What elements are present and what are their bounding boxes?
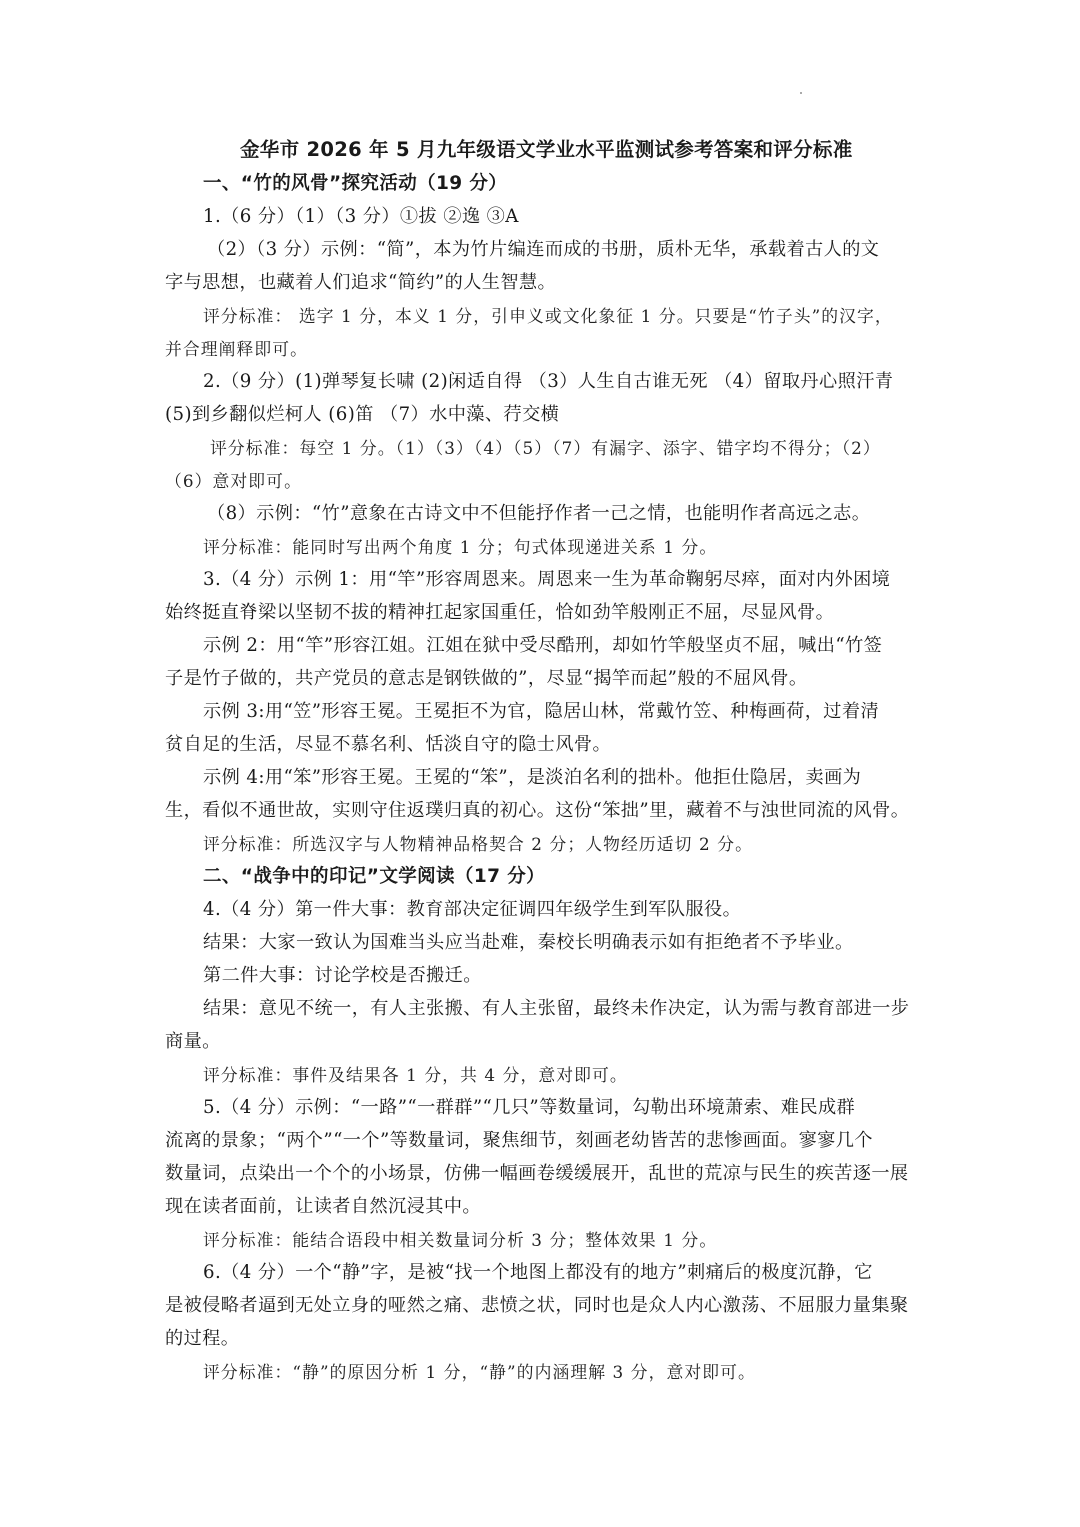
answer-4-event-1: 4.（4 分）第一件大事：教育部决定征调四年级学生到军队服役。	[203, 899, 742, 920]
answer-4-result-2-cont: 商量。	[165, 1031, 221, 1052]
answer-1-2-cont: 字与思想，也藏着人们追求“简约”的人生智慧。	[165, 272, 557, 293]
answer-3-example-2-cont: 子是竹子做的，共产党员的意志是钢铁做的”，尽显“揭竿而起”般的不屈风骨。	[165, 668, 808, 689]
answer-3-example-1: 3.（4 分）示例 1：用“竿”形容周恩来。周恩来一生为革命鞠躬尽瘁，面对内外困境	[203, 569, 891, 590]
answer-6: 6.（4 分）一个“静”字，是被“找一个地图上都没有的地方”刺痛后的极度沉静，它	[203, 1262, 873, 1283]
answer-3-example-2: 示例 2：用“竿”形容江姐。江姐在狱中受尽酷刑，却如竹竿般坚贞不屈，喊出“竹签	[203, 635, 883, 656]
answer-4-result-1: 结果：大家一致认为国难当头应当赴难，秦校长明确表示如有拒绝者不予毕业。	[203, 932, 854, 953]
answer-5-cont-3: 现在读者面前，让读者自然沉浸其中。	[165, 1196, 481, 1217]
scan-speck	[800, 92, 802, 94]
answer-3-example-3: 示例 3:用“笠”形容王冕。王冕拒不为官，隐居山林，常戴竹笠、种梅画荷，过着清	[203, 701, 880, 722]
section-heading-2: 二、“战争中的印记”文学阅读（17 分）	[203, 866, 546, 887]
answer-4-result-2: 结果：意见不统一，有人主张搬、有人主张留，最终未作决定，认为需与教育部进一步	[203, 998, 910, 1019]
answer-2: 2.（9 分）(1)弹琴复长啸 (2)闲适自得 （3）人生自古谁无死 （4）留取丹心照汗青	[203, 371, 894, 392]
document-title: 金华市 2026 年 5 月九年级语文学业水平监测试参考答案和评分标准	[240, 138, 853, 161]
answer-2-cont: (5)到乡翻似烂柯人 (6)笛 （7）水中藻、荇交横	[165, 404, 560, 425]
answer-4-event-2: 第二件大事：讨论学校是否搬迁。	[203, 965, 482, 986]
scoring-note-4: 评分标准：事件及结果各 1 分，共 4 分，意对即可。	[203, 1065, 628, 1085]
answer-2-8: （8）示例：“竹”意象在古诗文中不但能抒作者一己之情，也能明作者高远之志。	[207, 503, 871, 524]
answer-1-2: （2）（3 分）示例：“简”，本为竹片编连而成的书册，质朴无华，承载着古人的文	[207, 239, 880, 260]
answer-3-example-4: 示例 4:用“笨”形容王冕。王冕的“笨”，是淡泊名利的拙朴。他拒仕隐居，卖画为	[203, 767, 862, 788]
scoring-note-6: 评分标准：“静”的原因分析 1 分，“静”的内涵理解 3 分，意对即可。	[203, 1362, 756, 1382]
answer-1-1: 1.（6 分）（1）（3 分）①拔 ②逸 ③A	[203, 206, 519, 227]
scoring-note-2: 评分标准：每空 1 分。（1）（3）（4）（5）（7）有漏字、添字、错字均不得分；（2）	[210, 438, 881, 458]
scoring-note-2-cont: （6）意对即可。	[165, 471, 302, 491]
answer-3-example-4-cont: 生，看似不通世故，实则守住返璞归真的初心。这份“笨拙”里，藏着不与浊世同流的风骨。	[165, 800, 910, 821]
scoring-note-1: 评分标准： 选字 1 分，本义 1 分，引申义或文化象征 1 分。只要是“竹子头”的汉字，	[203, 306, 893, 326]
answer-6-cont-2: 的过程。	[165, 1328, 240, 1349]
answer-3-example-1-cont: 始终挺直脊梁以坚韧不拔的精神扛起家国重任，恰如劲竿般刚正不屈，尽显风骨。	[165, 602, 835, 623]
scoring-note-5: 评分标准：能结合语段中相关数量词分析 3 分；整体效果 1 分。	[203, 1230, 718, 1250]
scoring-note-3: 评分标准：所选汉字与人物精神品格契合 2 分；人物经历适切 2 分。	[203, 834, 753, 854]
answer-3-example-3-cont: 贫自足的生活，尽显不慕名利、恬淡自守的隐士风骨。	[165, 734, 612, 755]
answer-5-cont-1: 流离的景象；“两个”“一个”等数量词，聚焦细节，刻画老幼皆苦的悲惨画面。寥寥几个	[165, 1130, 873, 1151]
answer-6-cont-1: 是被侵略者逼到无处立身的哑然之痛、悲愤之状，同时也是众人内心激荡、不屈服力量集聚	[165, 1295, 909, 1316]
scoring-note-2-8: 评分标准：能同时写出两个角度 1 分；句式体现递进关系 1 分。	[203, 537, 718, 557]
answer-5: 5.（4 分）示例：“一路”“一群群”“几只”等数量词，勾勒出环境萧索、难民成群	[203, 1097, 856, 1118]
scoring-note-1-cont: 并合理阐释即可。	[165, 339, 309, 359]
answer-5-cont-2: 数量词，点染出一个个的小场景，仿佛一幅画卷缓缓展开，乱世的荒凉与民生的疾苦逐一展	[165, 1163, 909, 1184]
section-heading-1: 一、“竹的风骨”探究活动（19 分）	[203, 173, 508, 194]
